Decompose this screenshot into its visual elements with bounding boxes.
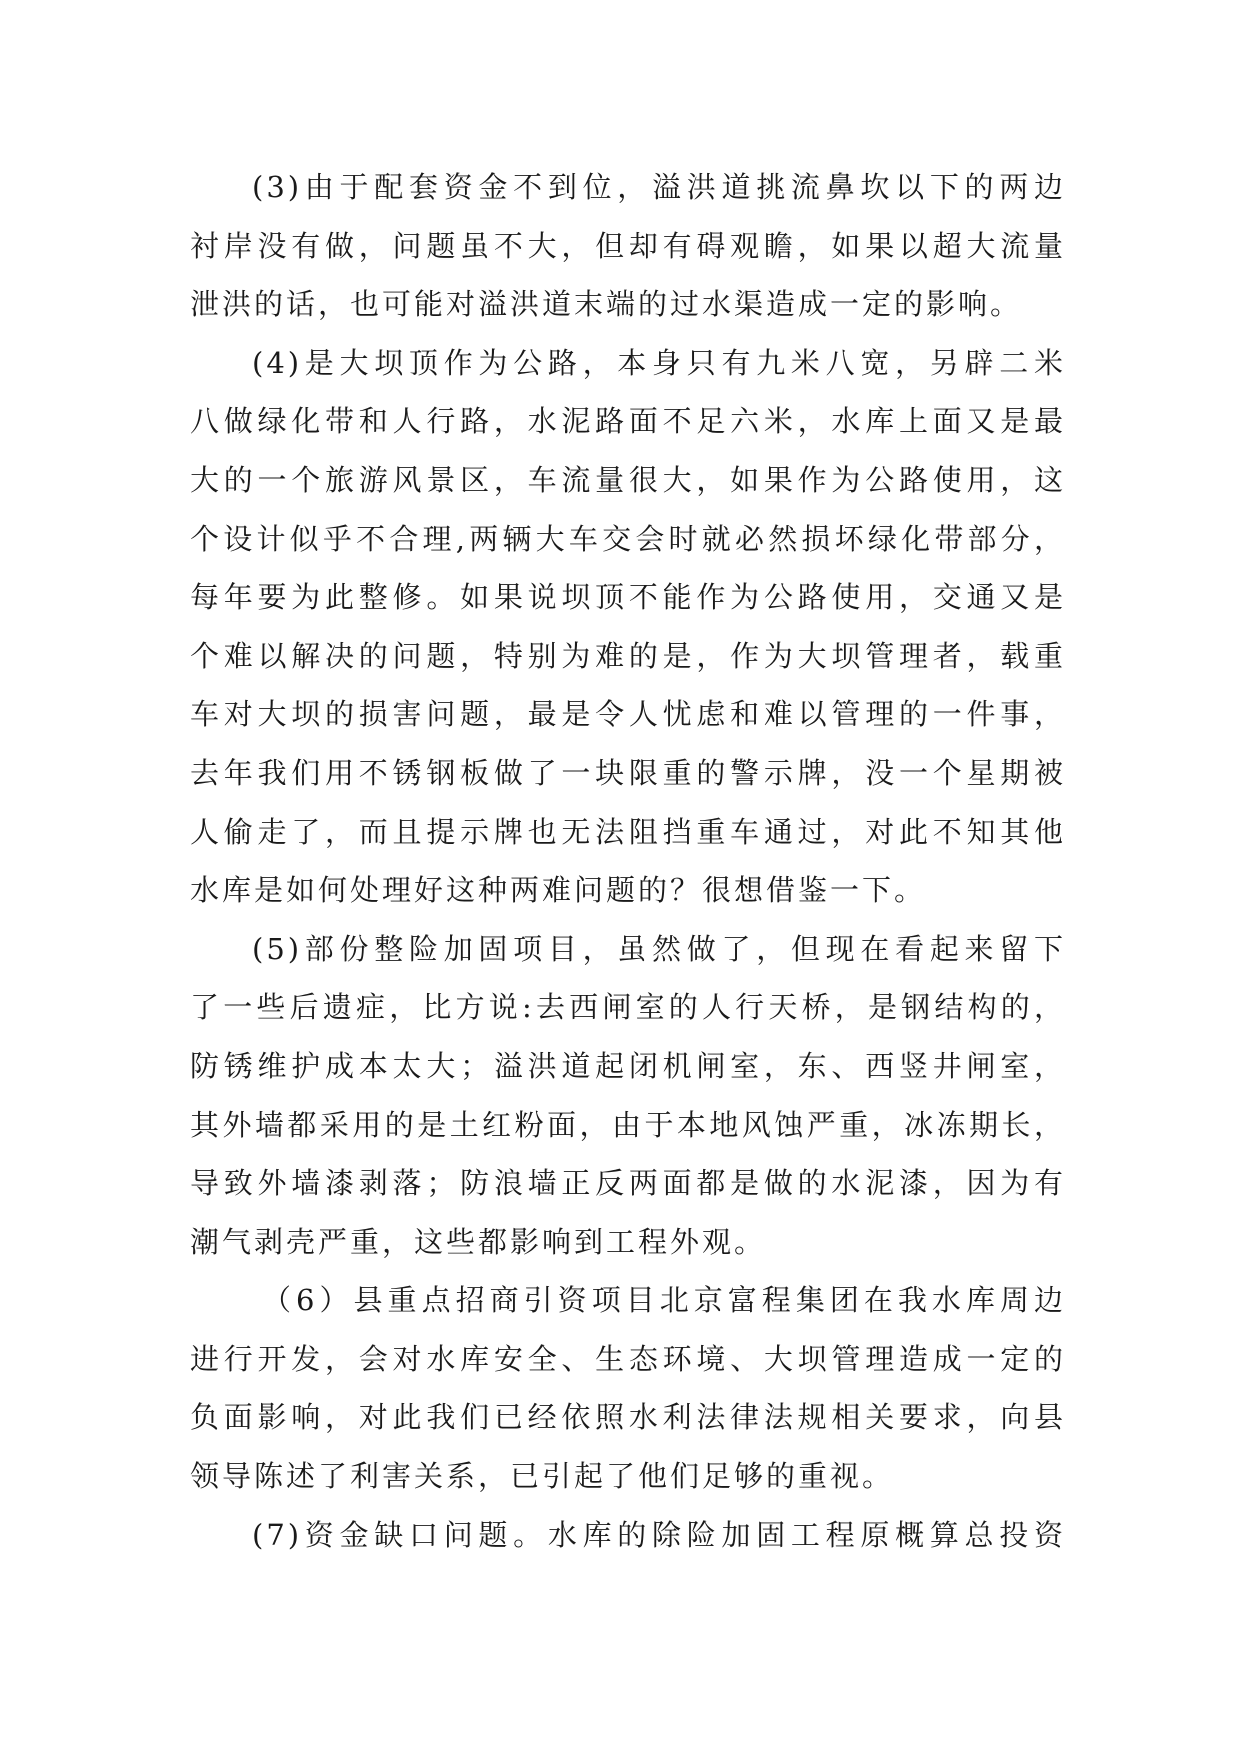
text-line: 去年我们用不锈钢板做了一块限重的警示牌，没一个星期被	[190, 755, 1066, 790]
text-line: 个设计似乎不合理,两辆大车交会时就必然损坏绿化带部分，	[190, 521, 1066, 556]
text-line: (7)资金缺口问题。水库的除险加固工程原概算总投资	[252, 1517, 1066, 1552]
text-line: 了一些后遗症，比方说:去西闸室的人行天桥，是钢结构的，	[190, 990, 1066, 1025]
text-line: 防锈维护成本太大；溢洪道起闭机闸室，东、西竖井闸室，	[190, 1048, 1066, 1083]
text-line: 潮气剥壳严重，这些都影响到工程外观。	[190, 1224, 767, 1259]
text-line: 其外墙都采用的是土红粉面，由于本地风蚀严重，冰冻期长，	[190, 1107, 1066, 1142]
text-line: 领导陈述了利害关系，已引起了他们足够的重视。	[190, 1459, 895, 1494]
text-line: (3)由于配套资金不到位，溢洪道挑流鼻坎以下的两边	[252, 170, 1066, 204]
paragraph-item-7	[190, 1506, 1066, 1565]
text-line: (4)是大坝顶作为公路，本身只有九米八宽，另辟二米	[252, 345, 1066, 380]
paragraph-item-5	[190, 920, 1066, 1272]
text-line: 大的一个旅游风景区，车流量很大，如果作为公路使用，这	[190, 462, 1066, 497]
paragraph-item-3	[190, 158, 1066, 334]
text-line: (5)部份整险加固项目，虽然做了，但现在看起来留下	[252, 931, 1066, 966]
text-line: 进行开发，会对水库安全、生态环境、大坝管理造成一定的	[190, 1341, 1066, 1376]
text-line: 人偷走了，而且提示牌也无法阻挡重车通过，对此不知其他	[190, 814, 1066, 849]
text-line: 个难以解决的问题，特别为难的是，作为大坝管理者，载重	[190, 638, 1066, 673]
paragraph-item-4	[190, 334, 1066, 920]
paragraph-item-6	[190, 1271, 1066, 1505]
text-line: 八做绿化带和人行路，水泥路面不足六米，水库上面又是最	[190, 404, 1066, 439]
text-line: （6）县重点招商引资项目北京富程集团在我水库周边	[262, 1283, 1066, 1318]
text-line: 车对大坝的损害问题，最是令人忧虑和难以管理的一件事，	[190, 697, 1066, 732]
text-line: 负面影响，对此我们已经依照水利法律法规相关要求，向县	[190, 1400, 1066, 1435]
document-body	[190, 158, 1066, 1564]
text-line: 水库是如何处理好这种两难问题的？很想借鉴一下。	[190, 873, 927, 908]
text-line: 导致外墙漆剥落；防浪墙正反两面都是做的水泥漆，因为有	[190, 1166, 1066, 1201]
text-line: 每年要为此整修。如果说坝顶不能作为公路使用，交通又是	[190, 580, 1066, 615]
text-line: 衬岸没有做，问题虽不大，但却有碍观瞻，如果以超大流量	[190, 228, 1066, 263]
text-line: 泄洪的话，也可能对溢洪道末端的过水渠造成一定的影响。	[190, 287, 1023, 322]
